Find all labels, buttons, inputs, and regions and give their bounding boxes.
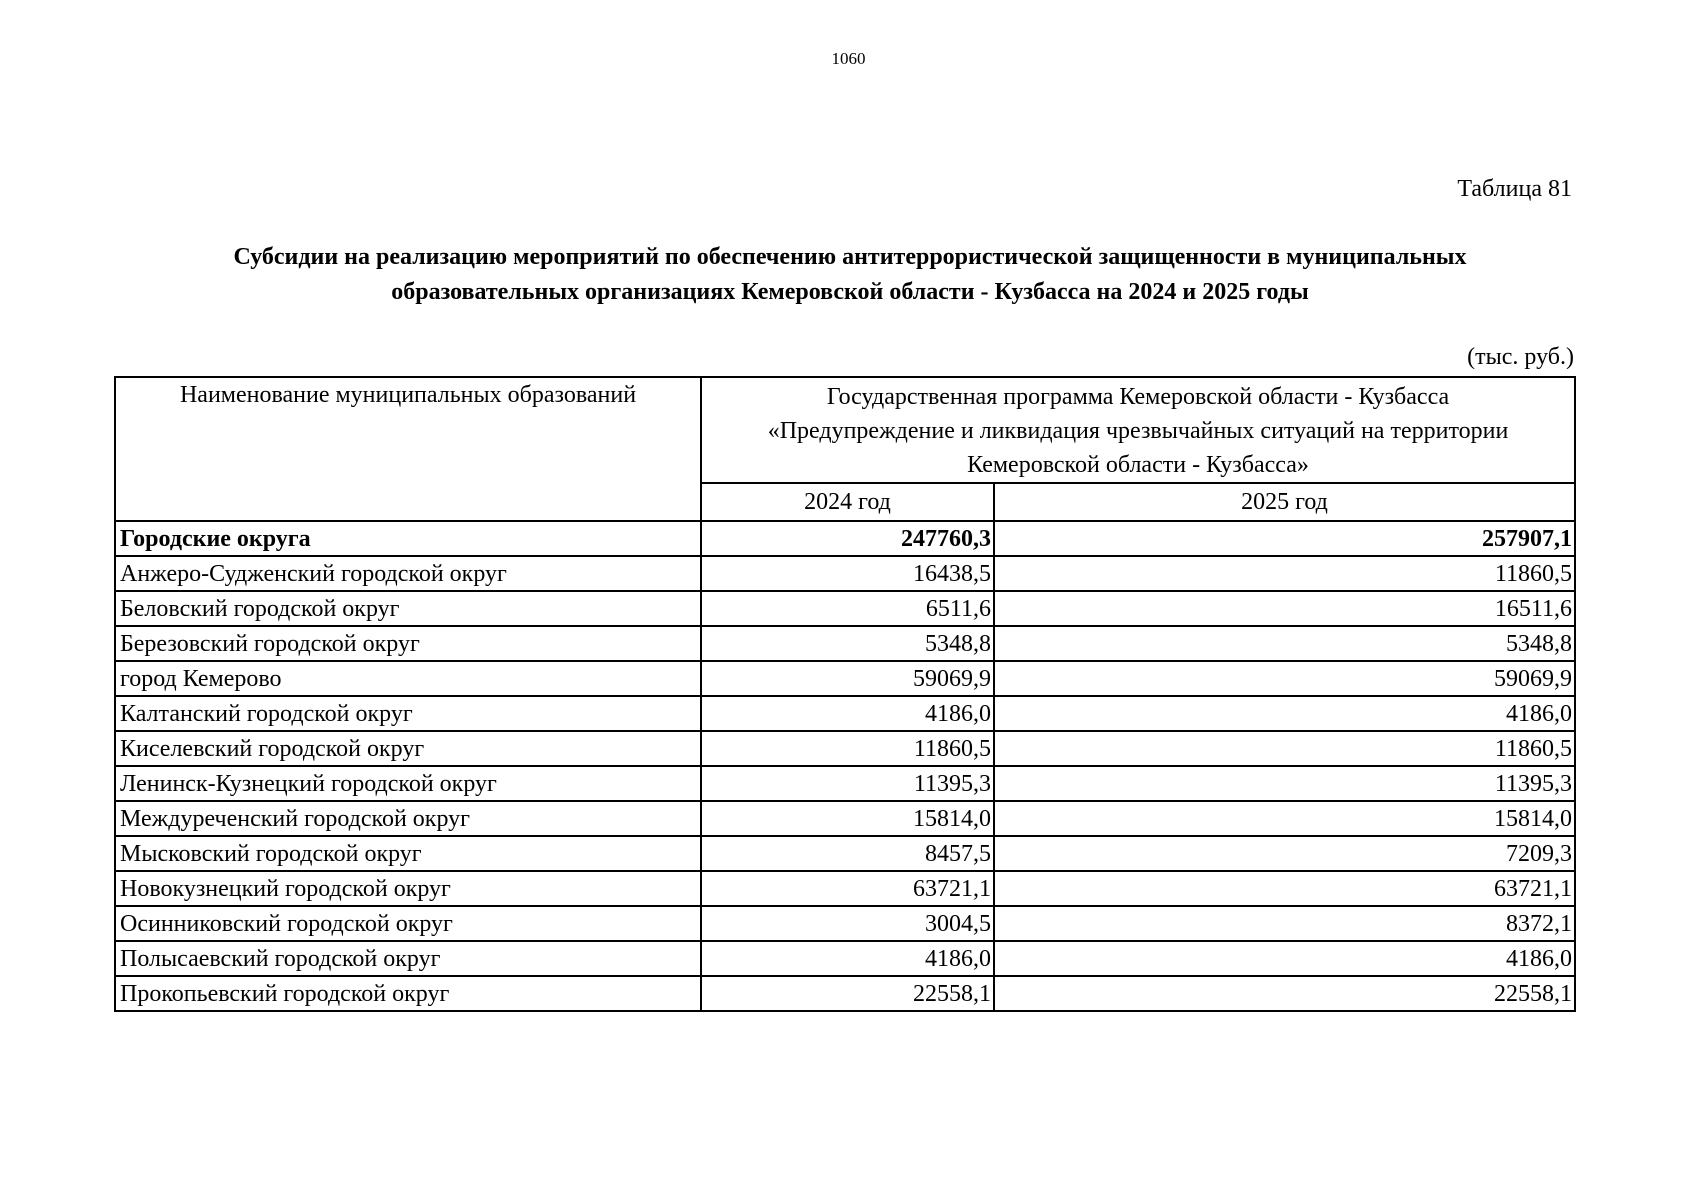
subsidy-table bbox=[114, 376, 1576, 1012]
row-name: Калтанский городской округ bbox=[115, 696, 701, 731]
table-row bbox=[115, 976, 1575, 1011]
table-row bbox=[115, 766, 1575, 801]
row-value-2024: 4186,0 bbox=[701, 696, 994, 731]
row-name: Ленинск-Кузнецкий городской округ bbox=[115, 766, 701, 801]
table-row-total bbox=[115, 521, 1575, 556]
row-name: город Кемерово bbox=[115, 661, 701, 696]
row-value-2025: 11860,5 bbox=[994, 556, 1575, 591]
row-name: Полысаевский городской округ bbox=[115, 941, 701, 976]
title-line-1: Субсидии на реализацию мероприятий по обеспечению антитеррористической защищенности в муниципальных bbox=[233, 244, 1467, 270]
document-title bbox=[120, 240, 1580, 310]
row-value-2024: 6511,6 bbox=[701, 591, 994, 626]
table-row bbox=[115, 906, 1575, 941]
row-value-2025: 22558,1 bbox=[994, 976, 1575, 1011]
table-row bbox=[115, 626, 1575, 661]
table-row bbox=[115, 556, 1575, 591]
row-value-2025: 5348,8 bbox=[994, 626, 1575, 661]
program-line-1: Государственная программа Кемеровской области - Кузбасса bbox=[826, 384, 1450, 410]
table-row bbox=[115, 801, 1575, 836]
row-name: Городские округа bbox=[115, 521, 701, 556]
program-line-2: «Предупреждение и ликвидация чрезвычайных ситуаций на территории bbox=[767, 418, 1509, 444]
column-header-2025: 2025 год bbox=[994, 483, 1575, 521]
table-header bbox=[115, 377, 1575, 521]
row-value-2025: 4186,0 bbox=[994, 941, 1575, 976]
column-header-name: Наименование муниципальных образований bbox=[115, 377, 701, 521]
row-name: Киселевский городской округ bbox=[115, 731, 701, 766]
row-name: Березовский городской округ bbox=[115, 626, 701, 661]
table-row bbox=[115, 871, 1575, 906]
row-value-2024: 16438,5 bbox=[701, 556, 994, 591]
row-value-2024: 63721,1 bbox=[701, 871, 994, 906]
row-value-2024: 22558,1 bbox=[701, 976, 994, 1011]
row-name: Анжеро-Судженский городской округ bbox=[115, 556, 701, 591]
row-name: Новокузнецкий городской округ bbox=[115, 871, 701, 906]
table-row bbox=[115, 731, 1575, 766]
row-value-2025: 4186,0 bbox=[994, 696, 1575, 731]
row-value-2024: 4186,0 bbox=[701, 941, 994, 976]
table-label: Таблица 81 bbox=[1457, 176, 1572, 202]
row-name: Осинниковский городской округ bbox=[115, 906, 701, 941]
row-value-2025: 8372,1 bbox=[994, 906, 1575, 941]
row-name: Прокопьевский городской округ bbox=[115, 976, 701, 1011]
row-name: Мысковский городской округ bbox=[115, 836, 701, 871]
row-value-2024: 8457,5 bbox=[701, 836, 994, 871]
table-row bbox=[115, 696, 1575, 731]
page-number: 1060 bbox=[831, 49, 866, 68]
table-body bbox=[115, 521, 1575, 1011]
table-row bbox=[115, 661, 1575, 696]
title-line-2: образовательных организациях Кемеровской области - Кузбасса на 2024 и 2025 годы bbox=[391, 279, 1309, 305]
row-value-2025: 59069,9 bbox=[994, 661, 1575, 696]
table-row bbox=[115, 836, 1575, 871]
row-value-2025: 11395,3 bbox=[994, 766, 1575, 801]
table-row bbox=[115, 591, 1575, 626]
row-name: Междуреченский городской округ bbox=[115, 801, 701, 836]
row-value-2024: 11395,3 bbox=[701, 766, 994, 801]
row-value-2025: 11860,5 bbox=[994, 731, 1575, 766]
row-value-2024: 3004,5 bbox=[701, 906, 994, 941]
row-value-2025: 15814,0 bbox=[994, 801, 1575, 836]
program-line-3: Кемеровской области - Кузбасса» bbox=[967, 452, 1309, 478]
row-value-2025: 257907,1 bbox=[994, 521, 1575, 556]
row-value-2024: 5348,8 bbox=[701, 626, 994, 661]
table-row bbox=[115, 941, 1575, 976]
row-value-2024: 59069,9 bbox=[701, 661, 994, 696]
row-value-2024: 247760,3 bbox=[701, 521, 994, 556]
column-header-2024: 2024 год bbox=[701, 483, 994, 521]
column-header-program bbox=[701, 377, 1575, 483]
row-value-2025: 63721,1 bbox=[994, 871, 1575, 906]
units-label: (тыс. руб.) bbox=[1467, 344, 1574, 370]
row-value-2025: 7209,3 bbox=[994, 836, 1575, 871]
row-name: Беловский городской округ bbox=[115, 591, 701, 626]
row-value-2024: 15814,0 bbox=[701, 801, 994, 836]
row-value-2024: 11860,5 bbox=[701, 731, 994, 766]
row-value-2025: 16511,6 bbox=[994, 591, 1575, 626]
